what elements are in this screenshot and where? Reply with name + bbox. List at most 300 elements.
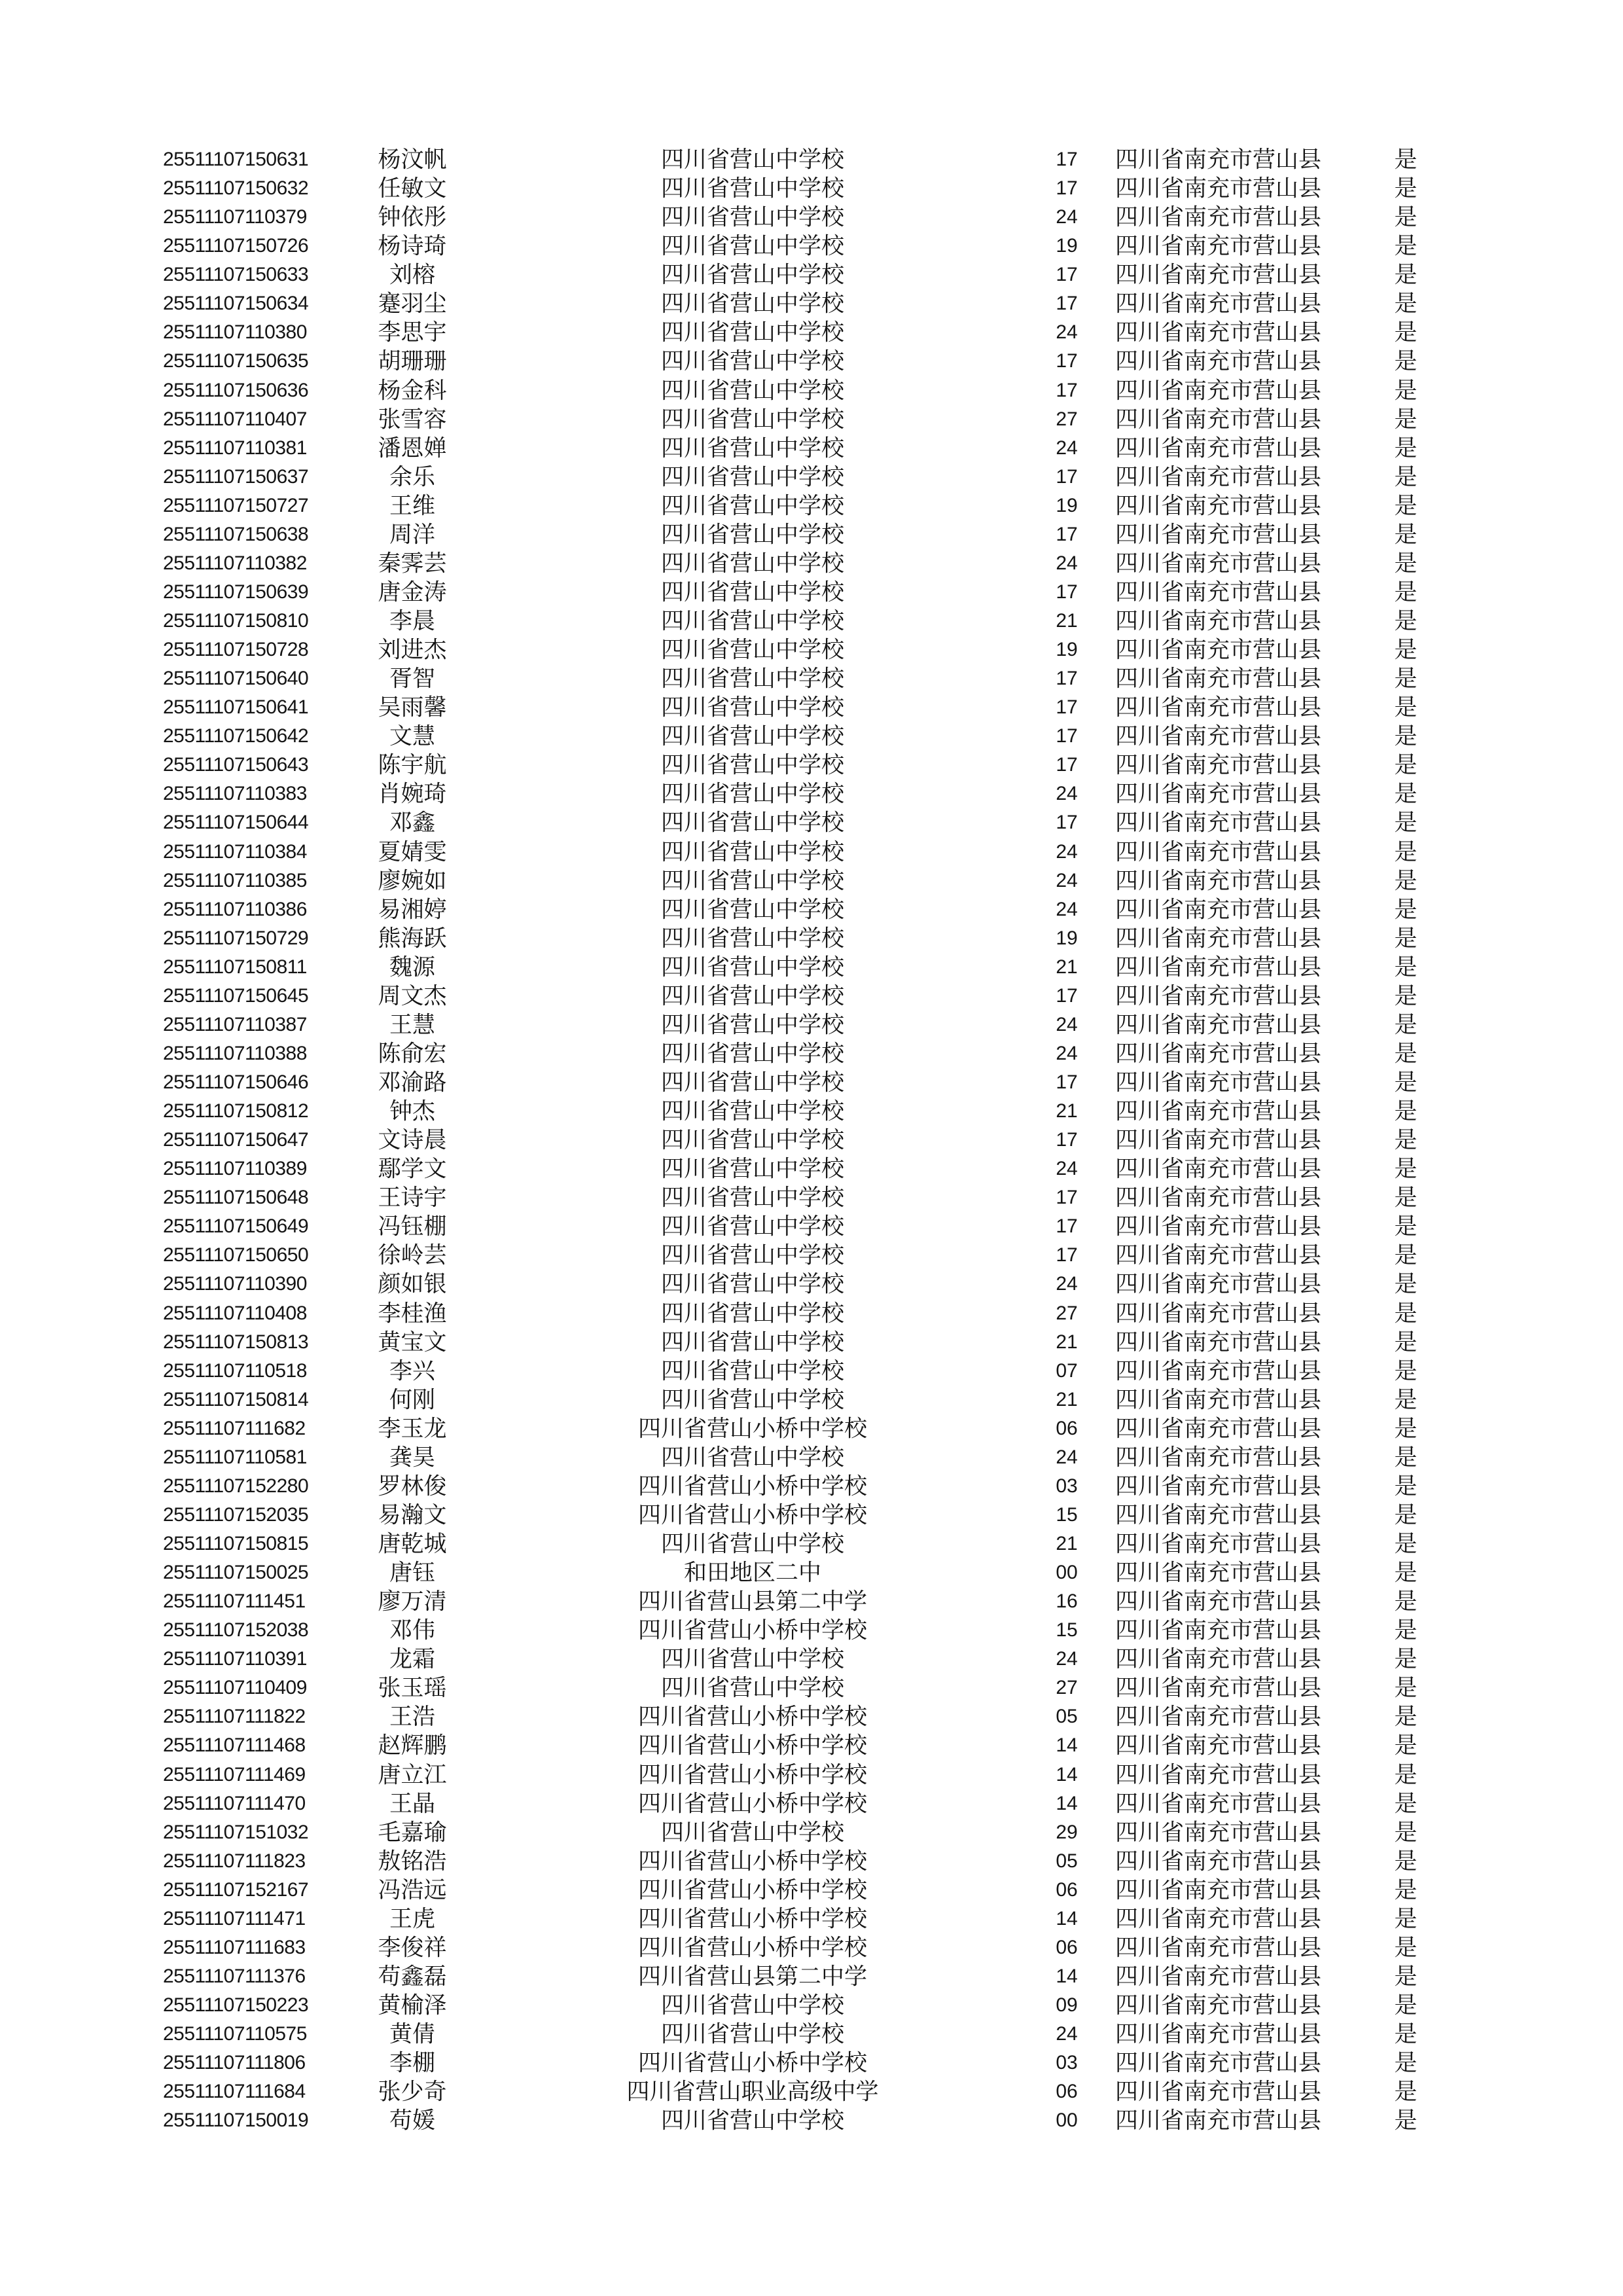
table-row xyxy=(0,1991,1623,2020)
candidate-id-cell: 25511107150649 xyxy=(163,1215,309,1238)
school-cell: 四川省营山小桥中学校 xyxy=(637,2050,867,2076)
school-cell: 四川省营山中学校 xyxy=(660,983,844,1009)
candidate-id-cell: 25511107110389 xyxy=(163,1158,307,1180)
table-row xyxy=(0,1097,1623,1126)
school-cell: 四川省营山中学校 xyxy=(660,1242,844,1268)
table-row xyxy=(0,751,1623,780)
seat-number-cell: 24 xyxy=(1056,206,1078,228)
candidate-name-cell: 李兴 xyxy=(389,1358,435,1384)
seat-number-cell: 24 xyxy=(1056,1042,1078,1064)
candidate-name-cell: 陈俞宏 xyxy=(378,1041,447,1067)
seat-number-cell: 21 xyxy=(1056,956,1078,978)
seat-number-cell: 06 xyxy=(1056,1417,1078,1439)
candidate-id-cell: 25511107150646 xyxy=(163,1071,309,1094)
candidate-id-cell: 25511107111806 xyxy=(163,2052,306,2074)
county-cell: 四川省南充市营山县 xyxy=(1115,1704,1322,1730)
confirmed-flag-cell: 是 xyxy=(1394,1992,1418,2018)
seat-number-cell: 17 xyxy=(1056,149,1078,171)
candidate-name-cell: 唐乾城 xyxy=(378,1531,447,1557)
confirmed-flag-cell: 是 xyxy=(1394,262,1418,288)
seat-number-cell: 17 xyxy=(1056,523,1078,545)
seat-number-cell: 21 xyxy=(1056,1100,1078,1122)
county-cell: 四川省南充市营山县 xyxy=(1115,204,1322,230)
table-row xyxy=(0,174,1623,203)
county-cell: 四川省南充市营山县 xyxy=(1115,925,1322,952)
confirmed-flag-cell: 是 xyxy=(1394,1156,1418,1182)
confirmed-flag-cell: 是 xyxy=(1394,1473,1418,1499)
table-row xyxy=(0,578,1623,607)
county-cell: 四川省南充市营山县 xyxy=(1115,291,1322,317)
confirmed-flag-cell: 是 xyxy=(1394,147,1418,173)
school-cell: 四川省营山中学校 xyxy=(660,723,844,749)
candidate-id-cell: 25511107110386 xyxy=(163,898,307,920)
table-row xyxy=(0,434,1623,463)
table-row xyxy=(0,1962,1623,1991)
candidate-id-cell: 25511107110380 xyxy=(163,321,307,344)
seat-number-cell: 03 xyxy=(1056,1475,1078,1497)
table-row xyxy=(0,1414,1623,1443)
county-cell: 四川省南充市营山县 xyxy=(1115,1820,1322,1846)
confirmed-flag-cell: 是 xyxy=(1394,1762,1418,1788)
county-cell: 四川省南充市营山县 xyxy=(1115,1444,1322,1471)
confirmed-flag-cell: 是 xyxy=(1394,1732,1418,1759)
candidate-id-cell: 25511107150727 xyxy=(163,494,309,516)
confirmed-flag-cell: 是 xyxy=(1394,925,1418,952)
seat-number-cell: 17 xyxy=(1056,1244,1078,1266)
table-row xyxy=(0,1818,1623,1847)
seat-number-cell: 17 xyxy=(1056,293,1078,315)
candidate-name-cell: 刘进杰 xyxy=(378,637,447,663)
table-row xyxy=(0,1558,1623,1587)
school-cell: 四川省营山中学校 xyxy=(660,435,844,461)
confirmed-flag-cell: 是 xyxy=(1394,1242,1418,1268)
candidate-id-cell: 25511107110388 xyxy=(163,1042,307,1064)
table-row xyxy=(0,1616,1623,1645)
seat-number-cell: 24 xyxy=(1056,552,1078,574)
candidate-id-cell: 25511107150639 xyxy=(163,581,309,603)
table-row xyxy=(0,982,1623,1011)
candidate-id-cell: 25511107110381 xyxy=(163,437,307,459)
seat-number-cell: 09 xyxy=(1056,1994,1078,2017)
table-row xyxy=(0,1530,1623,1558)
confirmed-flag-cell: 是 xyxy=(1394,781,1418,807)
confirmed-flag-cell: 是 xyxy=(1394,1964,1418,1990)
confirmed-flag-cell: 是 xyxy=(1394,1012,1418,1038)
school-cell: 四川省营山中学校 xyxy=(660,1329,844,1355)
school-cell: 四川省营山小桥中学校 xyxy=(637,1732,867,1759)
confirmed-flag-cell: 是 xyxy=(1394,1617,1418,1643)
seat-number-cell: 14 xyxy=(1056,1734,1078,1757)
confirmed-flag-cell: 是 xyxy=(1394,897,1418,923)
confirmed-flag-cell: 是 xyxy=(1394,1820,1418,1846)
school-cell: 四川省营山中学校 xyxy=(660,579,844,605)
confirmed-flag-cell: 是 xyxy=(1394,1213,1418,1240)
school-cell: 四川省营山中学校 xyxy=(660,1271,844,1297)
school-cell: 四川省营山中学校 xyxy=(660,1213,844,1240)
county-cell: 四川省南充市营山县 xyxy=(1115,1992,1322,2018)
candidate-id-cell: 25511107150635 xyxy=(163,350,309,372)
school-cell: 四川省营山中学校 xyxy=(660,348,844,374)
county-cell: 四川省南充市营山县 xyxy=(1115,694,1322,721)
seat-number-cell: 17 xyxy=(1056,465,1078,488)
candidate-id-cell: 25511107111470 xyxy=(163,1792,306,1814)
candidate-name-cell: 夏婧雯 xyxy=(378,839,447,865)
candidate-id-cell: 25511107110383 xyxy=(163,783,307,805)
school-cell: 四川省营山中学校 xyxy=(660,1675,844,1701)
confirmed-flag-cell: 是 xyxy=(1394,723,1418,749)
confirmed-flag-cell: 是 xyxy=(1394,1358,1418,1384)
candidate-id-cell: 25511107150814 xyxy=(163,1388,309,1410)
table-row xyxy=(0,1645,1623,1674)
table-row xyxy=(0,203,1623,232)
county-cell: 四川省南充市营山县 xyxy=(1115,1041,1322,1067)
seat-number-cell: 17 xyxy=(1056,350,1078,372)
candidate-name-cell: 何刚 xyxy=(389,1387,435,1413)
candidate-id-cell: 25511107110379 xyxy=(163,206,307,228)
candidate-name-cell: 易瀚文 xyxy=(378,1502,447,1528)
candidate-name-cell: 杨金科 xyxy=(378,378,447,404)
confirmed-flag-cell: 是 xyxy=(1394,1502,1418,1528)
school-cell: 和田地区二中 xyxy=(683,1560,821,1586)
candidate-name-cell: 张少奇 xyxy=(378,2079,447,2105)
confirmed-flag-cell: 是 xyxy=(1394,1444,1418,1471)
candidate-id-cell: 25511107150633 xyxy=(163,264,309,286)
school-cell: 四川省营山中学校 xyxy=(660,1127,844,1153)
county-cell: 四川省南充市营山县 xyxy=(1115,1473,1322,1499)
seat-number-cell: 24 xyxy=(1056,1446,1078,1468)
school-cell: 四川省营山中学校 xyxy=(660,868,844,894)
seat-number-cell: 24 xyxy=(1056,2023,1078,2045)
table-row xyxy=(0,1299,1623,1328)
school-cell: 四川省营山中学校 xyxy=(660,897,844,923)
candidate-name-cell: 蹇羽尘 xyxy=(378,291,447,317)
candidate-name-cell: 王虎 xyxy=(389,1906,435,1932)
candidate-id-cell: 25511107111376 xyxy=(163,1965,306,1987)
school-cell: 四川省营山小桥中学校 xyxy=(637,1473,867,1499)
seat-number-cell: 00 xyxy=(1056,1562,1078,1584)
table-row xyxy=(0,1068,1623,1097)
candidate-id-cell: 25511107152167 xyxy=(163,1878,309,1901)
county-cell: 四川省南充市营山县 xyxy=(1115,1185,1322,1211)
candidate-id-cell: 25511107150647 xyxy=(163,1129,309,1151)
school-cell: 四川省营山小桥中学校 xyxy=(637,1617,867,1643)
table-row xyxy=(0,1155,1623,1183)
table-row xyxy=(0,1270,1623,1299)
candidate-name-cell: 王维 xyxy=(389,493,435,519)
confirmed-flag-cell: 是 xyxy=(1394,204,1418,230)
table-row xyxy=(0,1183,1623,1212)
candidate-name-cell: 颜如银 xyxy=(378,1271,447,1297)
candidate-id-cell: 25511107150812 xyxy=(163,1100,309,1122)
county-cell: 四川省南充市营山县 xyxy=(1115,579,1322,605)
table-row xyxy=(0,1933,1623,1962)
confirmed-flag-cell: 是 xyxy=(1394,1560,1418,1586)
table-row xyxy=(0,1674,1623,1702)
seat-number-cell: 19 xyxy=(1056,235,1078,257)
county-cell: 四川省南充市营山县 xyxy=(1115,897,1322,923)
county-cell: 四川省南充市营山县 xyxy=(1115,1127,1322,1153)
school-cell: 四川省营山中学校 xyxy=(660,262,844,288)
school-cell: 四川省营山中学校 xyxy=(660,378,844,404)
seat-number-cell: 17 xyxy=(1056,725,1078,747)
table-row xyxy=(0,1328,1623,1357)
table-row xyxy=(0,924,1623,953)
table-row xyxy=(0,867,1623,895)
candidate-name-cell: 黄倩 xyxy=(389,2021,435,2047)
county-cell: 四川省南充市营山县 xyxy=(1115,1502,1322,1528)
county-cell: 四川省南充市营山县 xyxy=(1115,262,1322,288)
school-cell: 四川省营山小桥中学校 xyxy=(637,1762,867,1788)
school-cell: 四川省营山中学校 xyxy=(660,839,844,865)
table-row xyxy=(0,693,1623,722)
candidate-id-cell: 25511107110387 xyxy=(163,1013,307,1035)
school-cell: 四川省营山小桥中学校 xyxy=(637,1848,867,1874)
school-cell: 四川省营山小桥中学校 xyxy=(637,1704,867,1730)
candidate-id-cell: 25511107110382 xyxy=(163,552,307,574)
seat-number-cell: 24 xyxy=(1056,869,1078,891)
candidate-name-cell: 邓渝路 xyxy=(378,1069,447,1096)
county-cell: 四川省南充市营山县 xyxy=(1115,1358,1322,1384)
candidate-id-cell: 25511107111682 xyxy=(163,1417,306,1439)
candidate-id-cell: 25511107110518 xyxy=(163,1359,307,1382)
school-cell: 四川省营山中学校 xyxy=(660,2108,844,2134)
seat-number-cell: 06 xyxy=(1056,2081,1078,2103)
school-cell: 四川省营山职业高级中学 xyxy=(626,2079,879,2105)
county-cell: 四川省南充市营山县 xyxy=(1115,1156,1322,1182)
candidate-name-cell: 苟媛 xyxy=(389,2108,435,2134)
candidate-id-cell: 25511107150019 xyxy=(163,2109,309,2132)
seat-number-cell: 14 xyxy=(1056,1965,1078,1987)
school-cell: 四川省营山中学校 xyxy=(660,2021,844,2047)
candidate-name-cell: 李思宇 xyxy=(378,319,447,346)
school-cell: 四川省营山中学校 xyxy=(660,1820,844,1846)
county-cell: 四川省南充市营山县 xyxy=(1115,1877,1322,1903)
county-cell: 四川省南充市营山县 xyxy=(1115,1012,1322,1038)
county-cell: 四川省南充市营山县 xyxy=(1115,319,1322,346)
confirmed-flag-cell: 是 xyxy=(1394,291,1418,317)
candidate-id-cell: 25511107150650 xyxy=(163,1244,309,1266)
candidate-id-cell: 25511107111471 xyxy=(163,1907,306,1929)
confirmed-flag-cell: 是 xyxy=(1394,1877,1418,1903)
candidate-id-cell: 25511107110385 xyxy=(163,869,307,891)
candidate-name-cell: 唐立江 xyxy=(378,1762,447,1788)
county-cell: 四川省南充市营山县 xyxy=(1115,868,1322,894)
county-cell: 四川省南充市营山县 xyxy=(1115,781,1322,807)
candidate-id-cell: 25511107150223 xyxy=(163,1994,309,2017)
table-row xyxy=(0,664,1623,693)
candidate-id-cell: 25511107110409 xyxy=(163,1677,307,1699)
confirmed-flag-cell: 是 xyxy=(1394,1185,1418,1211)
county-cell: 四川省南充市营山县 xyxy=(1115,233,1322,259)
seat-number-cell: 27 xyxy=(1056,1677,1078,1699)
table-row xyxy=(0,1386,1623,1414)
candidate-name-cell: 杨汶帆 xyxy=(378,147,447,173)
candidate-name-cell: 王晶 xyxy=(389,1791,435,1817)
table-row xyxy=(0,289,1623,318)
table-row xyxy=(0,1039,1623,1068)
school-cell: 四川省营山中学校 xyxy=(660,666,844,692)
confirmed-flag-cell: 是 xyxy=(1394,175,1418,202)
county-cell: 四川省南充市营山县 xyxy=(1115,1646,1322,1672)
confirmed-flag-cell: 是 xyxy=(1394,550,1418,577)
confirmed-flag-cell: 是 xyxy=(1394,2108,1418,2134)
school-cell: 四川省营山中学校 xyxy=(660,319,844,346)
confirmed-flag-cell: 是 xyxy=(1394,2079,1418,2105)
candidate-id-cell: 25511107110408 xyxy=(163,1302,307,1324)
seat-number-cell: 24 xyxy=(1056,840,1078,863)
confirmed-flag-cell: 是 xyxy=(1394,637,1418,663)
table-row xyxy=(0,838,1623,867)
confirmed-flag-cell: 是 xyxy=(1394,435,1418,461)
seat-number-cell: 07 xyxy=(1056,1359,1078,1382)
candidate-name-cell: 李俊祥 xyxy=(378,1935,447,1961)
confirmed-flag-cell: 是 xyxy=(1394,1646,1418,1672)
candidate-name-cell: 冯浩远 xyxy=(378,1877,447,1903)
seat-number-cell: 15 xyxy=(1056,1503,1078,1526)
candidate-name-cell: 文诗晨 xyxy=(378,1127,447,1153)
candidate-name-cell: 周洋 xyxy=(389,522,435,548)
table-row xyxy=(0,145,1623,174)
seat-number-cell: 27 xyxy=(1056,408,1078,430)
county-cell: 四川省南充市营山县 xyxy=(1115,1416,1322,1442)
candidate-id-cell: 25511107150632 xyxy=(163,177,309,200)
seat-number-cell: 14 xyxy=(1056,1792,1078,1814)
seat-number-cell: 24 xyxy=(1056,437,1078,459)
candidate-id-cell: 25511107150729 xyxy=(163,927,309,949)
county-cell: 四川省南充市营山县 xyxy=(1115,1560,1322,1586)
county-cell: 四川省南充市营山县 xyxy=(1115,637,1322,663)
candidate-name-cell: 杨诗琦 xyxy=(378,233,447,259)
school-cell: 四川省营山中学校 xyxy=(660,1646,844,1672)
candidate-name-cell: 吴雨馨 xyxy=(378,694,447,721)
seat-number-cell: 16 xyxy=(1056,1590,1078,1613)
seat-number-cell: 05 xyxy=(1056,1850,1078,1872)
candidate-id-cell: 25511107152038 xyxy=(163,1619,309,1641)
table-row xyxy=(0,1905,1623,1933)
school-cell: 四川省营山中学校 xyxy=(660,493,844,519)
confirmed-flag-cell: 是 xyxy=(1394,378,1418,404)
county-cell: 四川省南充市营山县 xyxy=(1115,378,1322,404)
confirmed-flag-cell: 是 xyxy=(1394,1127,1418,1153)
school-cell: 四川省营山中学校 xyxy=(660,204,844,230)
county-cell: 四川省南充市营山县 xyxy=(1115,810,1322,836)
seat-number-cell: 14 xyxy=(1056,1763,1078,1785)
candidate-id-cell: 25511107150637 xyxy=(163,465,309,488)
candidate-id-cell: 25511107152280 xyxy=(163,1475,309,1497)
school-cell: 四川省营山中学校 xyxy=(660,1098,844,1124)
candidate-id-cell: 25511107152035 xyxy=(163,1503,309,1526)
table-row xyxy=(0,1126,1623,1155)
seat-number-cell: 00 xyxy=(1056,2109,1078,2132)
candidate-id-cell: 25511107110391 xyxy=(163,1648,307,1670)
county-cell: 四川省南充市营山县 xyxy=(1115,983,1322,1009)
county-cell: 四川省南充市营山县 xyxy=(1115,608,1322,634)
confirmed-flag-cell: 是 xyxy=(1394,1329,1418,1355)
candidate-name-cell: 易湘婷 xyxy=(378,897,447,923)
table-row xyxy=(0,1587,1623,1616)
confirmed-flag-cell: 是 xyxy=(1394,348,1418,374)
seat-number-cell: 24 xyxy=(1056,1273,1078,1295)
candidate-name-cell: 冯钰棚 xyxy=(378,1213,447,1240)
seat-number-cell: 24 xyxy=(1056,1158,1078,1180)
table-row xyxy=(0,1761,1623,1789)
county-cell: 四川省南充市营山县 xyxy=(1115,839,1322,865)
seat-number-cell: 17 xyxy=(1056,264,1078,286)
table-row xyxy=(0,318,1623,347)
candidate-id-cell: 25511107150813 xyxy=(163,1331,309,1353)
seat-number-cell: 17 xyxy=(1056,1129,1078,1151)
confirmed-flag-cell: 是 xyxy=(1394,2050,1418,2076)
county-cell: 四川省南充市营山县 xyxy=(1115,2050,1322,2076)
county-cell: 四川省南充市营山县 xyxy=(1115,2079,1322,2105)
candidate-id-cell: 25511107150645 xyxy=(163,984,309,1007)
candidate-id-cell: 25511107111468 xyxy=(163,1734,306,1757)
table-row xyxy=(0,1011,1623,1039)
seat-number-cell: 24 xyxy=(1056,898,1078,920)
county-cell: 四川省南充市营山县 xyxy=(1115,666,1322,692)
candidate-name-cell: 廖婉如 xyxy=(378,868,447,894)
seat-number-cell: 17 xyxy=(1056,379,1078,401)
confirmed-flag-cell: 是 xyxy=(1394,319,1418,346)
confirmed-flag-cell: 是 xyxy=(1394,1041,1418,1067)
confirmed-flag-cell: 是 xyxy=(1394,839,1418,865)
confirmed-flag-cell: 是 xyxy=(1394,1906,1418,1932)
table-row xyxy=(0,1731,1623,1760)
school-cell: 四川省营山县第二中学 xyxy=(637,1964,867,1990)
candidate-name-cell: 陈宇航 xyxy=(378,752,447,778)
candidate-name-cell: 罗林俊 xyxy=(378,1473,447,1499)
candidate-name-cell: 邓鑫 xyxy=(389,810,435,836)
candidate-id-cell: 25511107111683 xyxy=(163,1936,306,1958)
table-row xyxy=(0,1357,1623,1386)
candidate-id-cell: 25511107150631 xyxy=(163,149,309,171)
confirmed-flag-cell: 是 xyxy=(1394,1531,1418,1557)
table-row xyxy=(0,1789,1623,1818)
seat-number-cell: 17 xyxy=(1056,177,1078,200)
candidate-id-cell: 25511107110581 xyxy=(163,1446,307,1468)
confirmed-flag-cell: 是 xyxy=(1394,954,1418,980)
school-cell: 四川省营山中学校 xyxy=(660,1012,844,1038)
seat-number-cell: 17 xyxy=(1056,754,1078,776)
confirmed-flag-cell: 是 xyxy=(1394,608,1418,634)
table-row xyxy=(0,1876,1623,1905)
county-cell: 四川省南充市营山县 xyxy=(1115,1617,1322,1643)
candidate-name-cell: 赵辉鹏 xyxy=(378,1732,447,1759)
school-cell: 四川省营山中学校 xyxy=(660,1444,844,1471)
candidate-name-cell: 王浩 xyxy=(389,1704,435,1730)
candidate-name-cell: 李棚 xyxy=(389,2050,435,2076)
county-cell: 四川省南充市营山县 xyxy=(1115,348,1322,374)
county-cell: 四川省南充市营山县 xyxy=(1115,1069,1322,1096)
candidate-name-cell: 肖婉琦 xyxy=(378,781,447,807)
county-cell: 四川省南充市营山县 xyxy=(1115,406,1322,433)
candidate-id-cell: 25511107111822 xyxy=(163,1706,306,1728)
candidate-id-cell: 25511107150815 xyxy=(163,1533,309,1555)
confirmed-flag-cell: 是 xyxy=(1394,464,1418,490)
school-cell: 四川省营山中学校 xyxy=(660,522,844,548)
seat-number-cell: 06 xyxy=(1056,1936,1078,1958)
candidate-id-cell: 25511107110575 xyxy=(163,2023,307,2045)
candidate-name-cell: 张玉瑶 xyxy=(378,1675,447,1701)
table-row xyxy=(0,260,1623,289)
seat-number-cell: 03 xyxy=(1056,2052,1078,2074)
table-row xyxy=(0,1702,1623,1731)
candidate-name-cell: 龙霜 xyxy=(389,1646,435,1672)
county-cell: 四川省南充市营山县 xyxy=(1115,1762,1322,1788)
table-row xyxy=(0,636,1623,664)
candidate-name-cell: 刘榕 xyxy=(389,262,435,288)
seat-number-cell: 24 xyxy=(1056,1013,1078,1035)
